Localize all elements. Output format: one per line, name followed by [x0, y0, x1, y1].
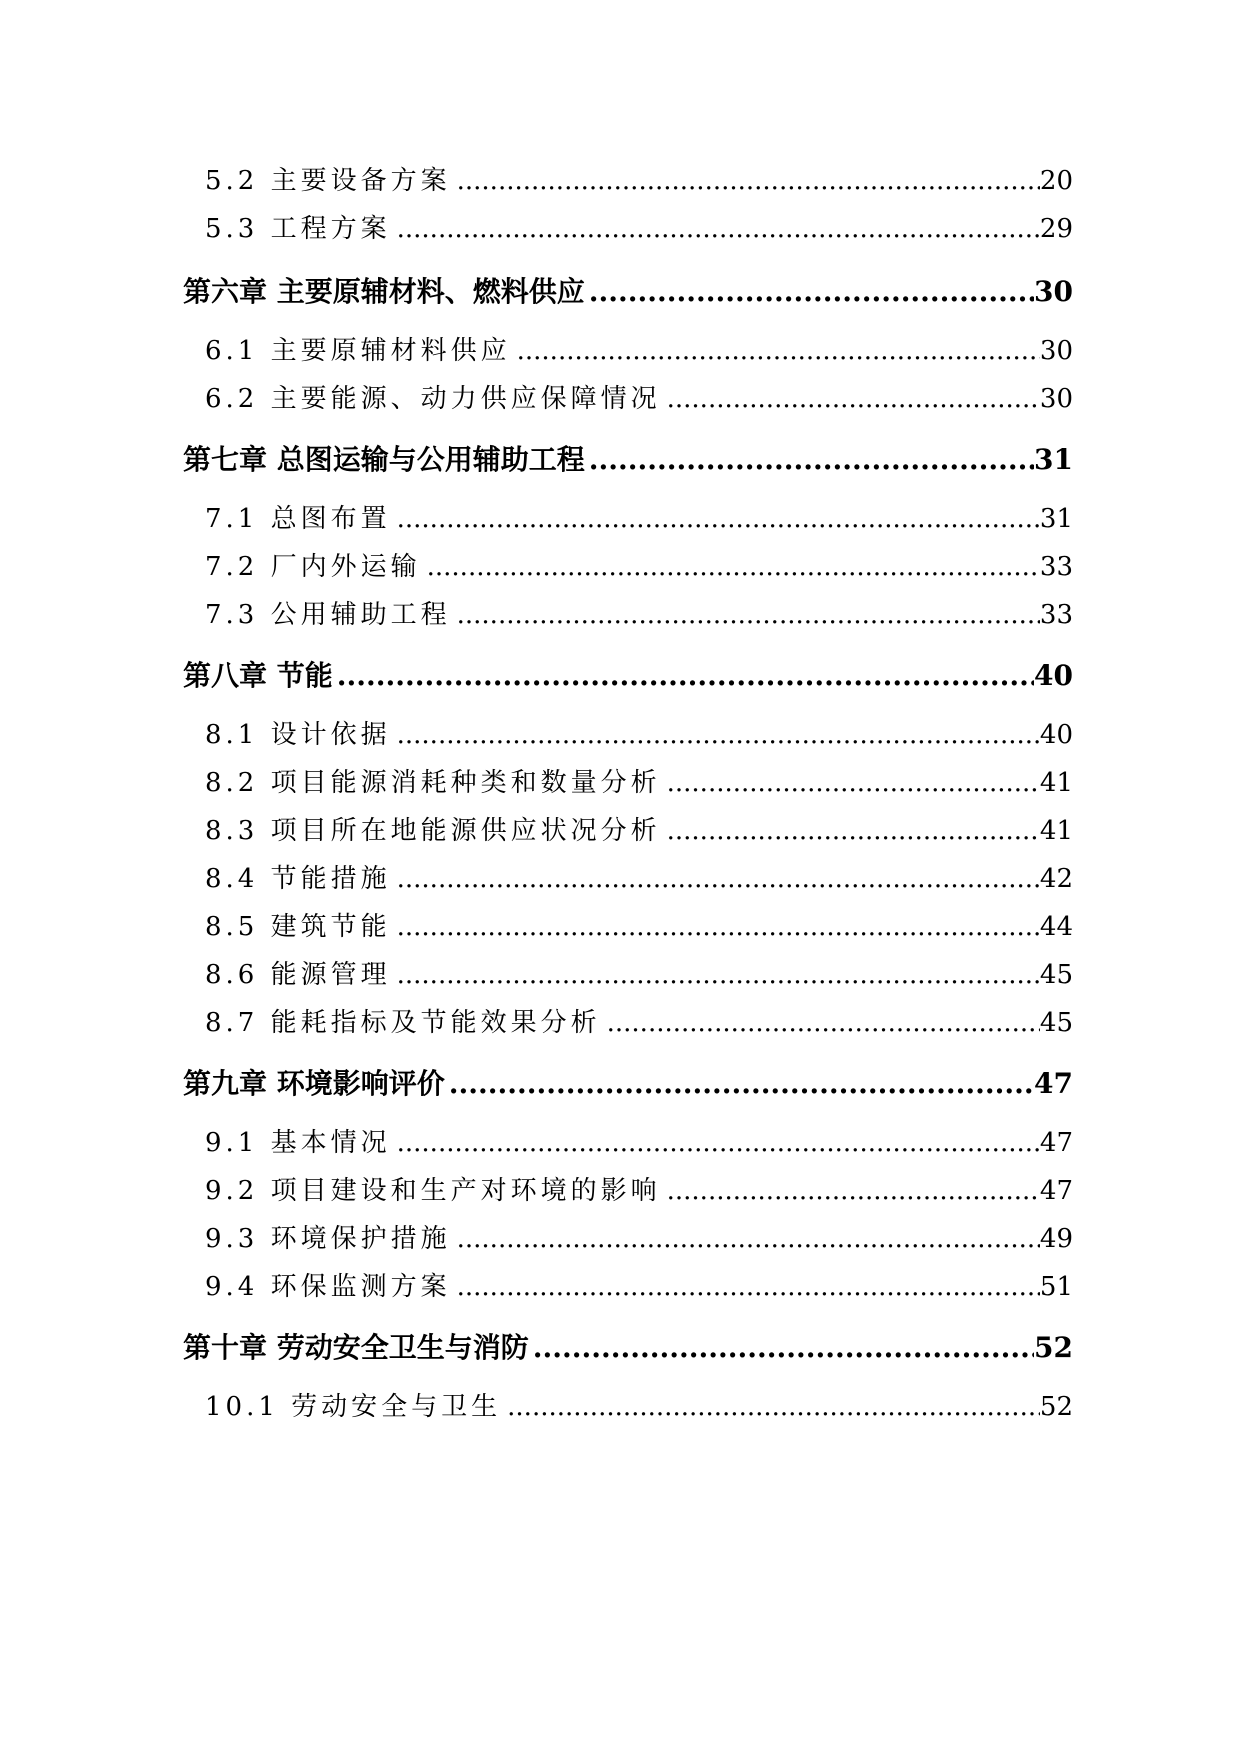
toc-entry-page: 40	[1039, 720, 1073, 750]
toc-chapter-entry[interactable]	[183, 654, 1073, 694]
toc-entry-title: 7.1 总图布置	[205, 504, 391, 534]
toc-entry-page: 41	[1039, 816, 1073, 846]
toc-entry-title: 8.2 项目能源消耗种类和数量分析	[205, 768, 661, 798]
toc-entry-page: 49	[1039, 1224, 1073, 1254]
toc-entry-page: 33	[1039, 552, 1073, 582]
toc-entry-title: 8.4 节能措施	[205, 864, 391, 894]
toc-entry[interactable]	[205, 594, 1073, 631]
toc-entry[interactable]	[205, 1002, 1073, 1039]
toc-entry-title: 9.4 环保监测方案	[205, 1272, 451, 1302]
toc-chapter-entry[interactable]	[183, 1062, 1073, 1102]
toc-entry-page: 41	[1039, 768, 1073, 798]
toc-entry-title: 9.2 项目建设和生产对环境的影响	[205, 1176, 661, 1206]
toc-chapter-page: 52	[1034, 1331, 1073, 1364]
toc-entry-title: 5.2 主要设备方案	[205, 166, 451, 196]
toc-entry-title: 8.5 建筑节能	[205, 912, 391, 942]
dot-leader	[449, 1067, 1034, 1100]
toc-entry[interactable]	[205, 378, 1073, 415]
toc-entry-title: 7.2 厂内外运输	[205, 552, 421, 582]
toc-chapter-entry[interactable]	[183, 1326, 1073, 1366]
dot-leader	[427, 552, 1040, 582]
toc-entry-title: 9.1 基本情况	[205, 1128, 391, 1158]
toc-chapter-page: 47	[1034, 1067, 1073, 1100]
toc-entry[interactable]	[205, 1122, 1073, 1159]
toc-entry-title: 7.3 公用辅助工程	[205, 600, 451, 630]
dot-leader	[397, 720, 1040, 750]
toc-entry[interactable]	[205, 1218, 1073, 1255]
toc-entry[interactable]	[205, 906, 1073, 943]
toc-entry-title: 8.3 项目所在地能源供应状况分析	[205, 816, 661, 846]
toc-entry[interactable]	[205, 858, 1073, 895]
toc-chapter-entry[interactable]	[183, 270, 1073, 310]
dot-leader	[507, 1392, 1040, 1422]
toc-chapter-title: 第十章 劳动安全卫生与消防	[183, 1331, 529, 1364]
toc-chapter-title: 第九章 环境影响评价	[183, 1067, 445, 1100]
toc-entry-title: 9.3 环境保护措施	[205, 1224, 451, 1254]
toc-chapter-title: 第八章 节能	[183, 659, 333, 692]
toc-chapter-page: 30	[1034, 275, 1073, 308]
toc-chapter-entry[interactable]	[183, 438, 1073, 478]
dot-leader	[337, 659, 1034, 692]
toc-entry-page: 44	[1039, 912, 1073, 942]
toc-entry-page: 51	[1039, 1272, 1073, 1302]
toc-entry-page: 30	[1039, 336, 1073, 366]
toc-entry-title: 6.1 主要原辅材料供应	[205, 336, 511, 366]
toc-entry-title: 6.2 主要能源、动力供应保障情况	[205, 384, 661, 414]
dot-leader	[667, 816, 1040, 846]
dot-leader	[607, 1008, 1040, 1038]
toc-entry-title: 8.7 能耗指标及节能效果分析	[205, 1008, 601, 1038]
toc-entry-page: 33	[1039, 600, 1073, 630]
dot-leader	[533, 1331, 1034, 1364]
toc-entry[interactable]	[205, 1266, 1073, 1303]
toc-chapter-title: 第七章 总图运输与公用辅助工程	[183, 443, 585, 476]
toc-entry-title: 5.3 工程方案	[205, 214, 391, 244]
dot-leader	[589, 443, 1034, 476]
toc-entry-title: 8.1 设计依据	[205, 720, 391, 750]
dot-leader	[517, 336, 1040, 366]
toc-entry-page: 45	[1039, 1008, 1073, 1038]
dot-leader	[457, 600, 1040, 630]
dot-leader	[457, 1224, 1040, 1254]
toc-entry-page: 42	[1039, 864, 1073, 894]
toc-entry-title: 10.1 劳动安全与卫生	[205, 1392, 502, 1422]
toc-entry[interactable]	[205, 160, 1073, 197]
toc-entry[interactable]	[205, 208, 1073, 245]
dot-leader	[457, 1272, 1040, 1302]
toc-entry[interactable]	[205, 714, 1073, 751]
dot-leader	[397, 864, 1040, 894]
toc-entry-page: 47	[1039, 1128, 1073, 1158]
dot-leader	[397, 912, 1040, 942]
dot-leader	[667, 1176, 1040, 1206]
toc-entry-page: 47	[1039, 1176, 1073, 1206]
toc-entry[interactable]	[205, 1170, 1073, 1207]
toc-entry-page: 30	[1039, 384, 1073, 414]
toc-entry-page: 45	[1039, 960, 1073, 990]
dot-leader	[667, 768, 1040, 798]
dot-leader	[397, 960, 1040, 990]
dot-leader	[457, 166, 1040, 196]
toc-chapter-page: 40	[1034, 659, 1073, 692]
toc-entry[interactable]	[205, 762, 1073, 799]
toc-entry[interactable]	[205, 1386, 1073, 1423]
toc-entry[interactable]	[205, 330, 1073, 367]
toc-entry[interactable]	[205, 810, 1073, 847]
toc-entry[interactable]	[205, 498, 1073, 535]
toc-entry[interactable]	[205, 546, 1073, 583]
toc-entry[interactable]	[205, 954, 1073, 991]
toc-entry-page: 31	[1039, 504, 1073, 534]
toc-entry-page: 20	[1039, 166, 1073, 196]
dot-leader	[397, 1128, 1040, 1158]
toc-entry-title: 8.6 能源管理	[205, 960, 391, 990]
toc-chapter-page: 31	[1034, 443, 1073, 476]
dot-leader	[667, 384, 1040, 414]
dot-leader	[397, 214, 1040, 244]
toc-entry-page: 29	[1039, 214, 1073, 244]
dot-leader	[589, 275, 1034, 308]
toc-chapter-title: 第六章 主要原辅材料、燃料供应	[183, 275, 585, 308]
dot-leader	[397, 504, 1040, 534]
toc-entry-page: 52	[1039, 1392, 1073, 1422]
